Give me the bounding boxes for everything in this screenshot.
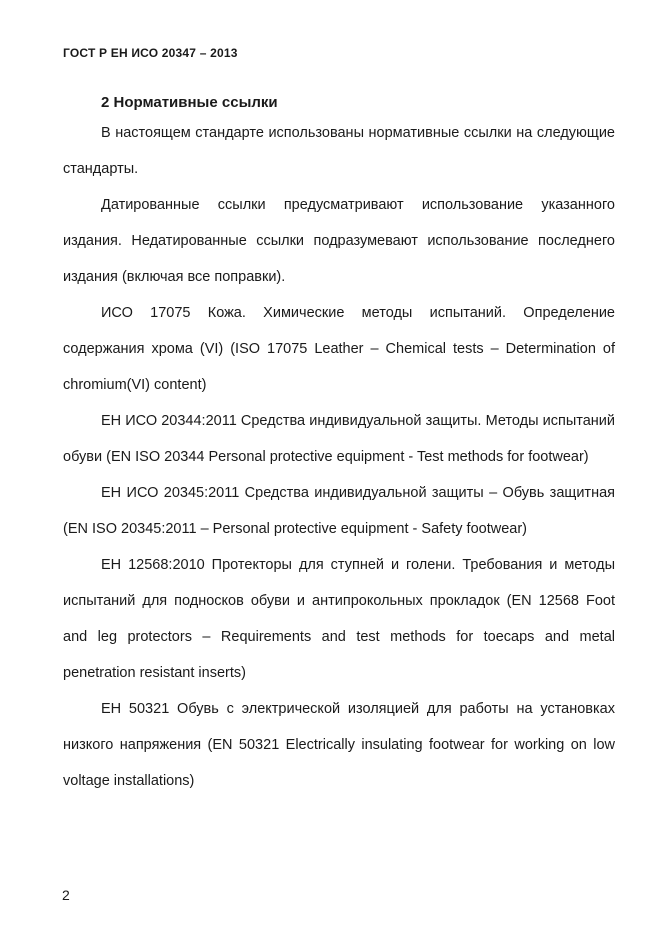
reference-iso-17075: ИСО 17075 Кожа. Химические методы испытаний. Определение содержания хрома (VI) (ISO 17075 Leather – Chemical tests – Determination of chromium(VI) content) [63,305,615,393]
reference-en-12568: ЕН 12568:2010 Протекторы для ступней и голени. Требования и методы испытаний для подносков обуви и антипрокольных прокладок (EN 12568 Foot and leg protectors – Requirements and test methods for toecaps and metal penetration resistant inserts) [63,557,615,681]
reference-en-iso-20345: ЕН ИСО 20345:2011 Средства индивидуальной защиты – Обувь защитная (EN ISO 20345:2011 – Personal protective equipment - Safety footwear) [63,485,615,537]
paragraph-intro: В настоящем стандарте использованы нормативные ссылки на следующие стандарты. [63,125,615,177]
document-header: ГОСТ Р ЕН ИСО 20347 – 2013 [63,46,238,60]
page-number: 2 [62,887,70,903]
section-title: 2 Нормативные ссылки [101,94,278,111]
reference-en-iso-20344: ЕН ИСО 20344:2011 Средства индивидуальной защиты. Методы испытаний обуви (EN ISO 20344 Personal protective equipment - Test methods for footwear) [63,413,615,465]
reference-en-50321: ЕН 50321 Обувь с электрической изоляцией для работы на установках низкого напряжения (EN 50321 Electrically insulating footwear for working on low voltage installations) [63,701,615,789]
paragraph-dated-refs: Датированные ссылки предусматривают использование указанного издания. Недатированные ссылки подразумевают использование последнего издания (включая все поправки). [63,197,615,285]
document-body [63,90,615,799]
